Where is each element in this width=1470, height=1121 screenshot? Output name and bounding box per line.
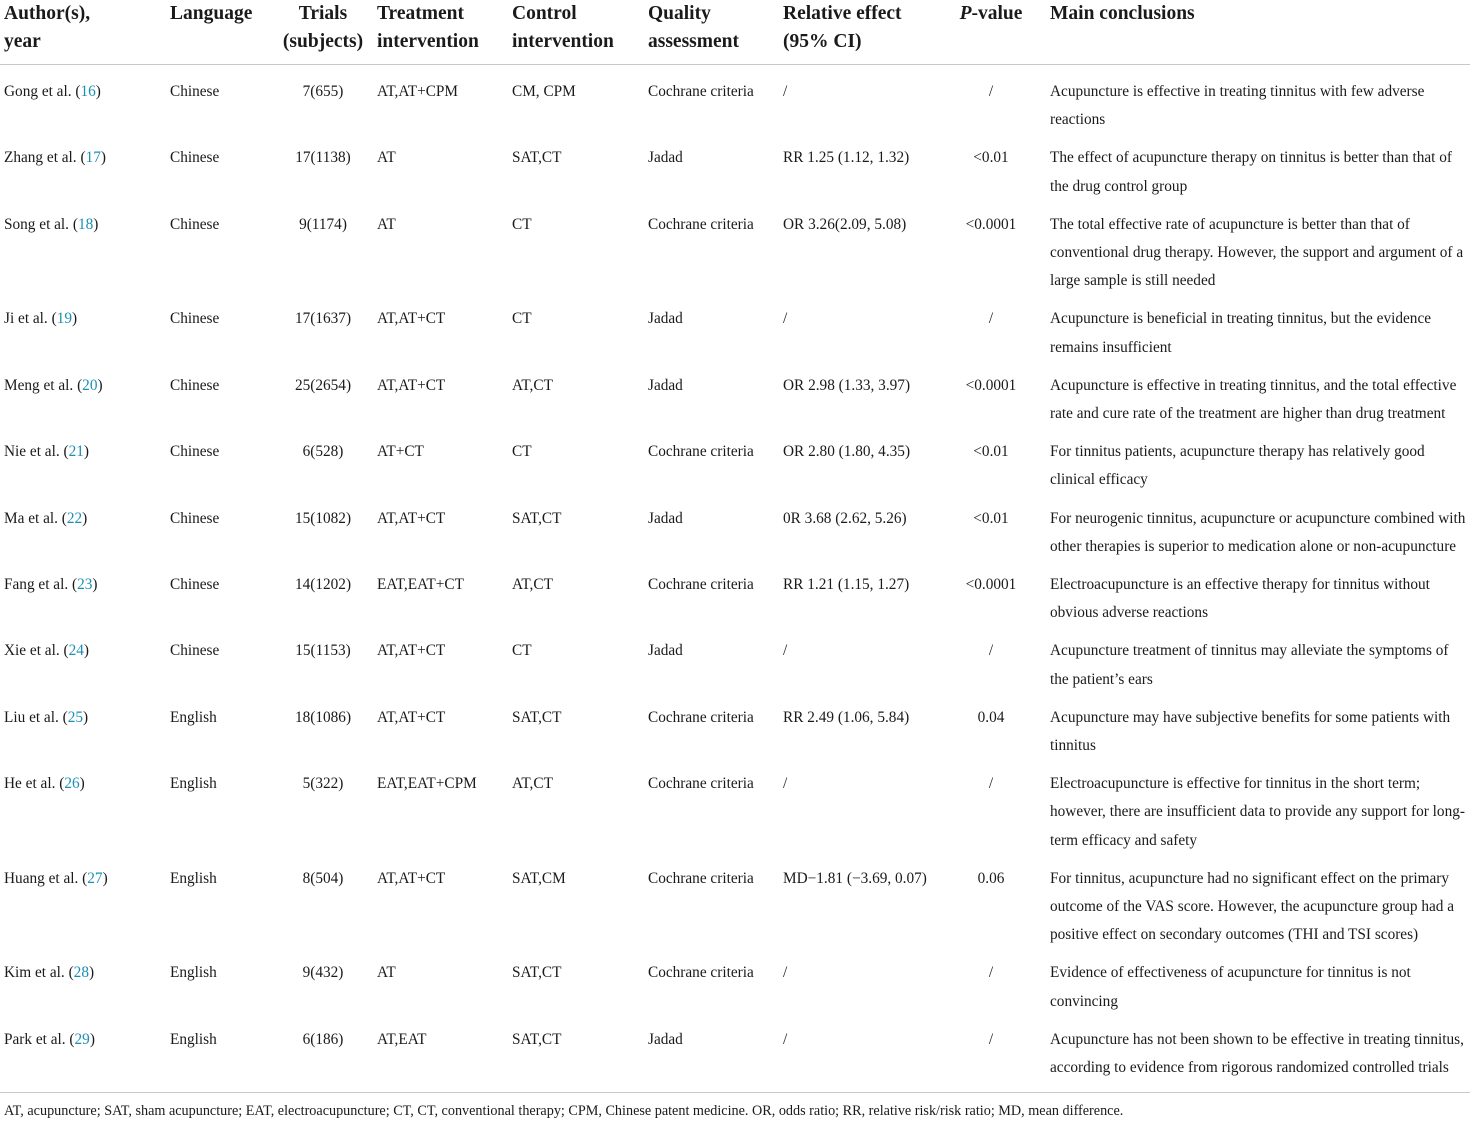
treatment-cell: AT,AT+CT: [377, 509, 446, 527]
author-cell: Ji et al. (19): [4, 310, 78, 328]
conclusion-cell: For neurogenic tinnitus, acupuncture or acupuncture combined with other therapies is superior to medication alone or non-acupuncture: [1050, 509, 1466, 555]
control-cell: SAT,CT: [512, 149, 562, 167]
control-cell: SAT,CM: [512, 869, 566, 887]
quality-cell: Jadad: [648, 376, 683, 394]
language-cell: Chinese: [170, 310, 220, 328]
control-cell: SAT,CT: [512, 964, 562, 982]
effect-cell: OR 2.80 (1.80, 4.35): [783, 443, 911, 461]
conclusion-cell: Evidence of effectiveness of acupuncture for tinnitus is not convincing: [1050, 964, 1411, 1010]
reference-link[interactable]: 27: [87, 869, 103, 887]
treatment-cell: AT: [377, 215, 396, 233]
trials-cell: 15(1153): [295, 642, 351, 660]
control-cell: AT,CT: [512, 376, 553, 394]
conclusion-cell: Acupuncture treatment of tinnitus may alleviate the symptoms of the patient’s ears: [1050, 642, 1449, 688]
language-cell: Chinese: [170, 509, 220, 527]
author-cell: Huang et al. (27): [4, 869, 108, 887]
author-cell: Liu et al. (25): [4, 708, 89, 726]
language-cell: Chinese: [170, 576, 220, 594]
table-row: [0, 201, 1470, 296]
table-row: [0, 561, 1470, 627]
trials-cell: 5(322): [302, 775, 344, 793]
table-row: [0, 627, 1470, 693]
effect-cell: RR 1.21 (1.15, 1.27): [783, 576, 910, 594]
author-cell: Xie et al. (24): [4, 642, 89, 660]
header-effect: Relative effect (95% CI): [779, 0, 936, 65]
table-footnote: AT, acupuncture; SAT, sham acupuncture; EAT, electroacupuncture; CT, CT, conventional therapy; CPM, Chinese patent medicine. OR, odds ratio; RR, relative risk/risk ratio; MD, mean difference.: [4, 1103, 1124, 1120]
effect-cell: OR 2.98 (1.33, 3.97): [783, 376, 911, 394]
pvalue-cell: <0.01: [973, 509, 1009, 527]
header-trials: Trials (subjects): [273, 0, 373, 65]
quality-cell: Cochrane criteria: [648, 869, 754, 887]
language-cell: English: [166, 1016, 273, 1093]
language-cell: Chinese: [170, 215, 220, 233]
table-row: [0, 134, 1470, 200]
conclusion-cell: Acupuncture is effective in treating tinnitus with few adverse reactions: [1050, 83, 1425, 129]
header-treatment: Treatment intervention: [373, 0, 508, 65]
pvalue-cell: /: [988, 310, 994, 328]
header-conclusions: Main conclusions: [1046, 0, 1470, 65]
quality-cell: Cochrane criteria: [648, 775, 754, 793]
control-cell: AT,CT: [512, 576, 553, 594]
conclusion-cell: Electroacupuncture is effective for tinnitus in the short term; however, there are insufficient data to provide any support for long-term efficacy and safety: [1050, 775, 1465, 849]
quality-cell: Cochrane criteria: [648, 83, 754, 100]
trials-cell: 14(1202): [294, 576, 352, 594]
quality-cell: Cochrane criteria: [648, 964, 754, 982]
control-cell: AT,CT: [512, 775, 553, 793]
quality-cell: Cochrane criteria: [648, 215, 754, 233]
reference-link[interactable]: 24: [68, 642, 84, 660]
header-author: Author(s), year: [0, 0, 166, 65]
table-row: [0, 428, 1470, 494]
reference-link[interactable]: 29: [74, 1030, 90, 1048]
conclusion-cell: Acupuncture has not been shown to be effective in treating tinnitus, according to evidence from rigorous randomized controlled trials: [1046, 1016, 1470, 1093]
pvalue-cell: /: [988, 83, 994, 100]
table-row: [0, 65, 1470, 135]
pvalue-cell: <0.0001: [965, 576, 1017, 594]
trials-cell: 17(1138): [295, 149, 351, 167]
language-cell: Chinese: [170, 443, 220, 461]
language-cell: Chinese: [170, 642, 220, 660]
language-cell: English: [170, 708, 217, 726]
quality-cell: Cochrane criteria: [648, 576, 754, 594]
conclusion-cell: The total effective rate of acupuncture is better than that of conventional drug therapy. However, the support and argument of a large sample is still needed: [1050, 215, 1464, 290]
author-cell: Park et al. (29): [0, 1016, 166, 1093]
table-row: [0, 362, 1470, 428]
language-cell: Chinese: [170, 83, 220, 100]
trials-cell: 7(655): [302, 83, 344, 100]
language-cell: English: [170, 869, 217, 887]
header-language: Language: [166, 0, 273, 65]
treatment-cell: EAT,EAT+CT: [377, 576, 464, 594]
trials-cell: 9(1174): [299, 215, 347, 233]
control-cell: SAT,CT: [512, 708, 562, 726]
author-cell: Nie et al. (21): [4, 443, 89, 461]
control-cell: CT: [512, 310, 532, 328]
author-cell: Meng et al. (20): [4, 376, 103, 394]
treatment-cell: AT: [377, 149, 396, 167]
effect-cell: OR 3.26(2.09, 5.08): [783, 215, 907, 233]
trials-cell: 8(504): [302, 869, 344, 887]
effect-cell: MD−1.81 (−3.69, 0.07): [783, 869, 927, 887]
reference-link[interactable]: 18: [77, 215, 94, 233]
quality-cell: Jadad: [648, 509, 683, 527]
conclusion-cell: Acupuncture is effective in treating tinnitus, and the total effective rate and cure rate of the treatment are higher than drug treatment: [1050, 376, 1457, 423]
effect-cell: RR 2.49 (1.06, 5.84): [783, 708, 910, 726]
language-cell: English: [170, 964, 217, 982]
reference-link[interactable]: 16: [80, 83, 96, 100]
author-cell: Kim et al. (28): [4, 964, 95, 982]
reference-link[interactable]: 17: [85, 149, 101, 167]
pvalue-cell: 0.04: [977, 708, 1005, 726]
quality-cell: Jadad: [648, 642, 683, 660]
author-cell: Fang et al. (23): [4, 576, 98, 594]
header-quality: Quality assessment: [644, 0, 779, 65]
pvalue-cell: <0.0001: [965, 215, 1017, 233]
quality-cell: Cochrane criteria: [648, 443, 754, 461]
treatment-cell: AT,AT+CT: [377, 869, 446, 887]
trials-cell: 9(432): [302, 964, 344, 982]
treatment-cell: AT+CT: [377, 443, 424, 461]
reference-link[interactable]: 21: [68, 443, 84, 461]
conclusion-cell: Acupuncture may have subjective benefits for some patients with tinnitus: [1050, 708, 1451, 755]
control-cell: CT: [512, 642, 532, 660]
author-cell: Zhang et al. (17): [4, 149, 106, 167]
reference-link[interactable]: 19: [56, 310, 72, 328]
trials-cell: 6(528): [302, 443, 344, 461]
author-cell: Ma et al. (22): [4, 509, 88, 527]
table-row: [0, 949, 1470, 1015]
table-row: [0, 495, 1470, 561]
treatment-cell: AT,EAT: [373, 1016, 508, 1093]
treatment-cell: AT,AT+CT: [377, 310, 446, 328]
conclusion-cell: The effect of acupuncture therapy on tinnitus is better than that of the drug control group: [1050, 149, 1452, 195]
pvalue-cell: <0.01: [973, 443, 1009, 461]
reference-link[interactable]: 22: [66, 509, 83, 527]
table-body: [0, 65, 1470, 1093]
control-cell: CT: [512, 215, 532, 233]
pvalue-cell: /: [988, 775, 994, 793]
trials-cell: 25(2654): [294, 376, 352, 394]
reference-link[interactable]: 26: [64, 775, 80, 793]
treatment-cell: AT,AT+CPM: [377, 83, 459, 100]
treatment-cell: AT,AT+CT: [377, 642, 446, 660]
control-cell: CT: [512, 443, 532, 461]
language-cell: Chinese: [170, 376, 220, 394]
effect-cell: /: [783, 83, 788, 100]
header-pvalue: P-value: [936, 0, 1046, 65]
language-cell: Chinese: [170, 149, 220, 167]
reference-link[interactable]: 23: [77, 576, 93, 594]
quality-cell: Jadad: [648, 149, 683, 167]
table-header: [0, 0, 1470, 65]
reference-link[interactable]: 28: [73, 964, 89, 982]
pvalue-cell: /: [988, 642, 994, 660]
header-control: Control intervention: [508, 0, 644, 65]
quality-cell: Cochrane criteria: [648, 708, 754, 726]
conclusion-cell: For tinnitus patients, acupuncture therapy has relatively good clinical efficacy: [1050, 443, 1425, 489]
effect-cell: /: [783, 310, 788, 328]
quality-cell: Jadad: [648, 310, 683, 328]
effect-cell: RR 1.25 (1.12, 1.32): [783, 149, 910, 167]
author-cell: Gong et al. (16): [4, 83, 101, 100]
table-row: [0, 295, 1470, 361]
reference-link[interactable]: 25: [67, 708, 84, 726]
pvalue-cell: 0.06: [977, 869, 1005, 887]
treatment-cell: AT,AT+CT: [377, 376, 446, 394]
trials-cell: 18(1086): [294, 708, 352, 726]
effect-cell: /: [779, 1016, 936, 1093]
control-cell: SAT,CT: [508, 1016, 644, 1093]
control-cell: CM, CPM: [512, 83, 576, 100]
table-row: [0, 760, 1470, 855]
table-row: [0, 1016, 1470, 1093]
effect-cell: /: [783, 775, 788, 793]
effect-cell: 0R 3.68 (2.62, 5.26): [783, 509, 907, 527]
table-row: [0, 694, 1470, 760]
control-cell: SAT,CT: [512, 509, 562, 527]
author-cell: He et al. (26): [4, 775, 85, 793]
effect-cell: /: [783, 642, 788, 660]
quality-cell: Jadad: [644, 1016, 779, 1093]
trials-cell: 17(1637): [294, 310, 352, 328]
pvalue-cell: <0.0001: [965, 376, 1017, 394]
conclusion-cell: For tinnitus, acupuncture had no significant effect on the primary outcome of the VAS score. However, the acupuncture group had a positive effect on secondary outcomes (THI and TSI scores): [1050, 869, 1455, 944]
reference-link[interactable]: 20: [82, 376, 98, 394]
pvalue-cell: /: [936, 1016, 1046, 1093]
author-cell: Song et al. (18): [4, 215, 99, 233]
effect-cell: /: [783, 964, 788, 982]
treatment-cell: EAT,EAT+CPM: [377, 775, 477, 793]
trials-cell: 15(1082): [294, 509, 352, 527]
pvalue-cell: /: [988, 964, 994, 982]
treatment-cell: AT,AT+CT: [377, 708, 446, 726]
pvalue-cell: <0.01: [973, 149, 1009, 167]
table-row: [0, 855, 1470, 950]
trials-cell: 6(186): [273, 1016, 373, 1093]
language-cell: English: [170, 775, 217, 793]
conclusion-cell: Electroacupuncture is an effective therapy for tinnitus without obvious adverse reactions: [1050, 576, 1430, 622]
treatment-cell: AT: [377, 964, 396, 982]
conclusion-cell: Acupuncture is beneficial in treating tinnitus, but the evidence remains insufficient: [1050, 310, 1432, 356]
